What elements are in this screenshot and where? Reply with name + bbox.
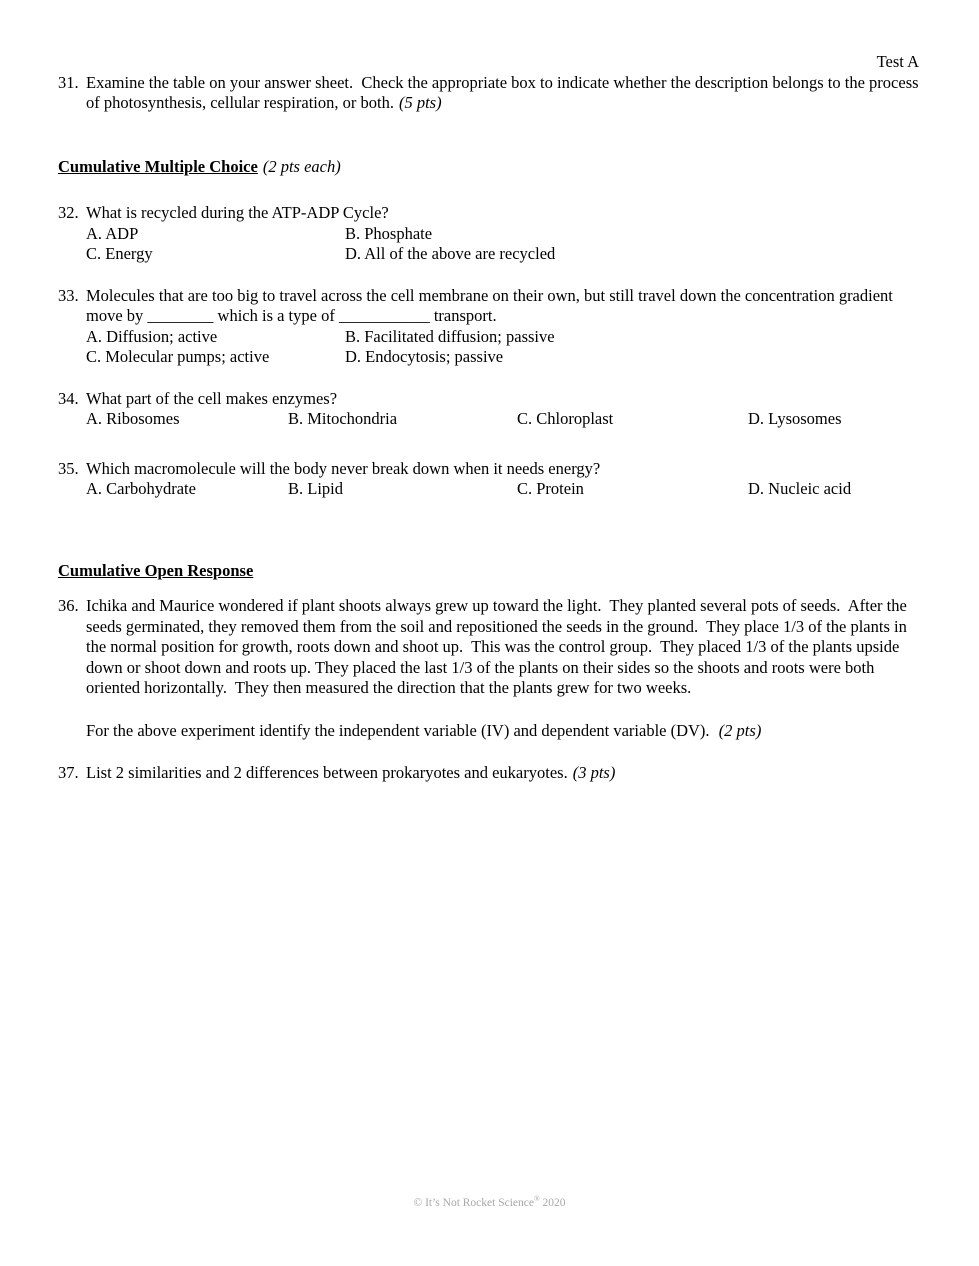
question-34 [58, 389, 919, 430]
choice-d: D. All of the above are recycled [345, 244, 556, 263]
question-32-number: 32. [58, 203, 79, 222]
question-35-text: Which macromolecule will the body never break down when it needs energy? [86, 458, 601, 478]
question-36-number: 36. [58, 596, 79, 615]
question-34-body [86, 389, 919, 430]
question-31 [58, 72, 923, 114]
choice-c: C. Chloroplast [517, 409, 614, 428]
question-37-body [86, 763, 919, 784]
choice-a: A. Ribosomes [86, 409, 180, 428]
question-35 [58, 459, 919, 500]
question-33 [58, 286, 919, 368]
question-36-points: (2 pts) [718, 720, 762, 740]
question-35-choices [86, 479, 919, 500]
section-open-response-title: Cumulative Open Response [58, 560, 254, 580]
choice-b: B. Lipid [288, 479, 344, 498]
choice-a: A. Diffusion; active [86, 326, 218, 346]
section-heading-multiple-choice [58, 157, 919, 178]
question-34-choices [86, 409, 919, 430]
question-33-body [86, 286, 919, 368]
question-36-followup-text: For the above experiment identify the independent variable (IV) and dependent variable (DV). [86, 720, 714, 740]
choice-a: A. ADP [86, 223, 139, 243]
registered-trademark-mark: ® [533, 1194, 540, 1203]
question-31-points: (5 pts) [398, 93, 442, 112]
choice-c: C. Molecular pumps; active [86, 347, 270, 366]
copyright-footer [0, 1192, 979, 1210]
question-33-choices [86, 327, 919, 368]
question-32 [58, 203, 919, 265]
section-multiple-choice-title: Cumulative Multiple Choice [58, 156, 258, 176]
copyright-year: 2020 [539, 1196, 566, 1209]
question-35-number: 35. [58, 458, 79, 478]
choice-b: B. Facilitated diffusion; passive [345, 326, 555, 346]
page-header [58, 52, 919, 73]
question-36-followup [86, 721, 919, 742]
choice-b: B. Mitochondria [288, 409, 398, 428]
question-37 [58, 763, 919, 784]
question-31-number: 31. [58, 72, 79, 92]
question-32-choices [86, 224, 919, 265]
choice-b: B. Phosphate [345, 223, 433, 243]
question-36 [58, 596, 919, 741]
question-32-body [86, 203, 919, 265]
choice-d: D. Lysosomes [748, 409, 842, 428]
question-37-text: List 2 similarities and 2 differences between prokaryotes and eukaryotes. [86, 763, 568, 782]
question-36-text: Ichika and Maurice wondered if plant shoots always grew up toward the light. They planted several pots of seeds. After the seeds germinated, they removed them from the soil and repositioned the seeds in the ground. They place 1/3 of the plants in the normal position for growth, roots down and shoot up. This was the control group. They placed 1/3 of the plants upside down or shoot down and roots up. They placed the last 1/3 of the plants on their sides so the shoots and roots were both oriented horizontally. They then measured the direction that the plants grew for two weeks. [86, 596, 911, 697]
choice-a: A. Carbohydrate [86, 479, 196, 498]
question-37-points: (3 pts) [572, 763, 616, 782]
question-35-body [86, 459, 919, 500]
choice-c: C. Energy [86, 244, 153, 263]
section-heading-open-response [58, 561, 919, 582]
test-version-label: Test A [876, 52, 919, 71]
choice-d: D. Endocytosis; passive [345, 347, 504, 366]
question-31-text: Examine the table on your answer sheet. Check the appropriate box to indicate whether the description belongs to the process of photosynthesis, cellular respiration, or both. [86, 72, 923, 112]
choice-c: C. Protein [517, 479, 584, 498]
copyright-text: © It’s Not Rocket Science [413, 1196, 534, 1209]
question-34-number: 34. [58, 388, 79, 408]
choice-d: D. Nucleic acid [748, 479, 852, 498]
question-33-text: Molecules that are too big to travel across the cell membrane on their own, but still travel down the concentration gradient move by ________ which is a type of ___________ transport. [86, 285, 897, 325]
section-multiple-choice-points: (2 pts each) [262, 156, 341, 176]
question-33-number: 33. [58, 285, 79, 305]
question-37-number: 37. [58, 763, 79, 782]
question-32-text: What is recycled during the ATP-ADP Cycle? [86, 203, 389, 222]
question-31-body [86, 72, 923, 114]
question-34-text: What part of the cell makes enzymes? [86, 388, 338, 408]
question-36-body [86, 596, 919, 741]
